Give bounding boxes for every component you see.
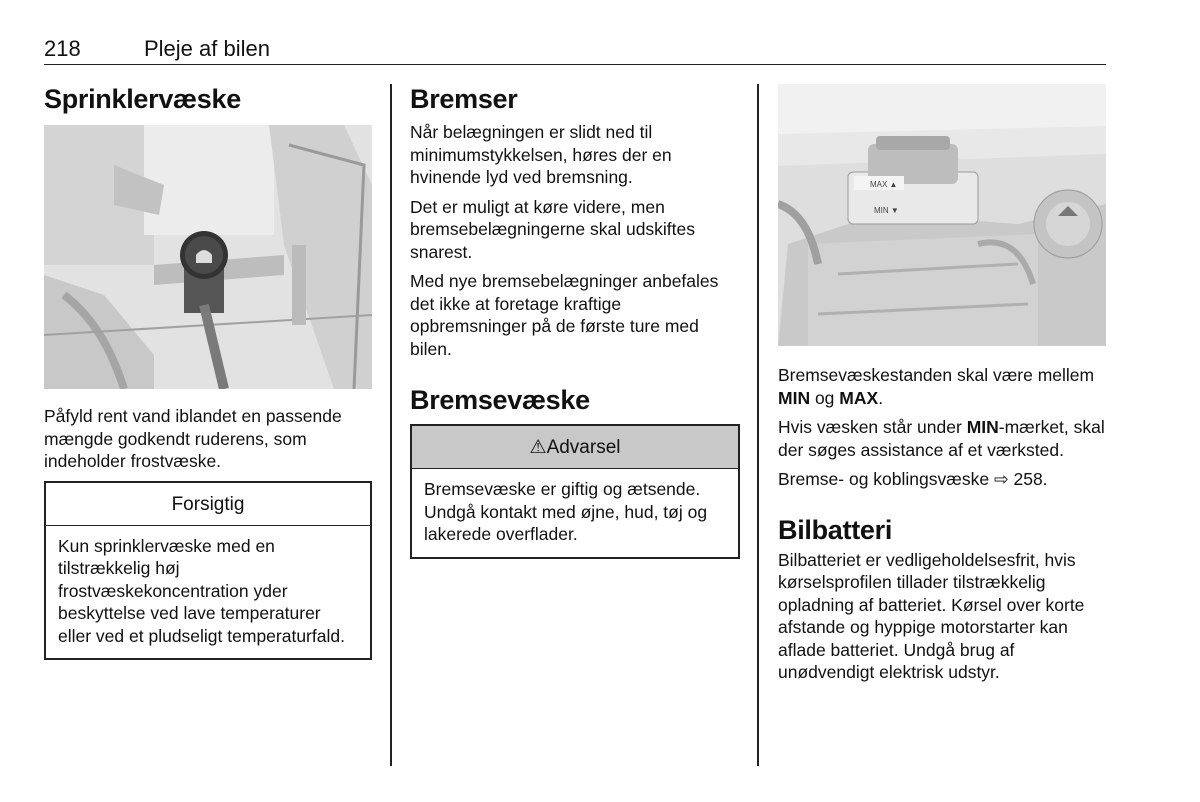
chapter-title: Pleje af bilen bbox=[144, 36, 270, 61]
warning-title bbox=[412, 426, 738, 469]
section-heading-washer-fluid: Sprinklervæske bbox=[44, 84, 241, 114]
warning-box bbox=[410, 424, 740, 559]
section-heading-brake-fluid: Bremsevæske bbox=[410, 385, 590, 415]
caution-title: Forsigtig bbox=[46, 483, 370, 526]
caution-text: Kun sprinklervæske med en tilstrækkelig høj frostvæskekoncentration yder beskyttelse ved lave temperaturer eller ved et pludseligt temperaturfald. bbox=[58, 535, 345, 646]
page-reference[interactable]: 258. bbox=[1013, 469, 1048, 489]
column-divider bbox=[757, 84, 759, 766]
battery-paragraph: Bilbatteriet er vedligeholdelsesfrit, hvis kørselsprofilen tillader tilstrækkelig opladning af batteriet. Kørsel over korte afstande og hyppige motorstarter kan aflade batteriet. Undgå brug af unødvendigt elektrisk udstyr. bbox=[778, 549, 1085, 682]
column-divider bbox=[390, 84, 392, 766]
warning-title-text: Advarsel bbox=[546, 437, 621, 458]
max-mark-label: MAX ▲ bbox=[870, 180, 898, 189]
page-reference-arrow-icon: ⇨ bbox=[993, 469, 1009, 489]
warning-triangle-icon: ⚠ bbox=[529, 437, 547, 458]
min-mark-label: MIN ▼ bbox=[874, 206, 899, 215]
washer-fluid-paragraph: Påfyld rent vand iblandet en passende mængde godkendt ruderens, som indeholder frostvæske. bbox=[44, 406, 342, 471]
column-washer-fluid bbox=[44, 84, 372, 660]
brake-fluid-reservoir-illustration bbox=[778, 84, 1106, 346]
section-heading-brakes: Bremser bbox=[410, 84, 518, 114]
warning-text: Bremsevæske er giftig og ætsende. Undgå kontakt med øjne, hud, tøj og lakerede overflader. bbox=[424, 479, 708, 544]
min-label: MIN bbox=[778, 387, 811, 408]
column-brake-fluid-battery bbox=[778, 84, 1108, 684]
page-header bbox=[44, 36, 1106, 65]
below-min-paragraph: Hvis væsken står under MIN-mærket, skal der søges assistance af et værksted. bbox=[778, 417, 1105, 460]
brakes-paragraph: Det er muligt at køre videre, men bremsebelægningerne skal udskiftes snarest. bbox=[410, 196, 696, 262]
column-brakes bbox=[410, 84, 740, 559]
caution-box bbox=[44, 481, 372, 661]
fluid-reference-paragraph: Bremse- og koblingsvæske ⇨ 258. bbox=[778, 469, 1048, 489]
brakes-paragraph: Når belægningen er slidt ned til minimumstykkelsen, høres der en hvinende lyd ved bremsning. bbox=[410, 122, 672, 187]
brake-fluid-level-paragraph: Bremsevæskestanden skal være mellem MIN og MAX. bbox=[778, 365, 1095, 408]
section-heading-battery: Bilbatteri bbox=[778, 514, 893, 545]
brakes-paragraph: Med nye bremsebelægninger anbefales det ikke at foretage kraftige opbremsninger på de første ture med bilen. bbox=[410, 271, 719, 359]
max-label: MAX bbox=[839, 387, 879, 408]
min-label: MIN bbox=[966, 417, 999, 437]
page-number: 218 bbox=[44, 36, 81, 61]
washer-fluid-reservoir-illustration bbox=[44, 125, 372, 389]
